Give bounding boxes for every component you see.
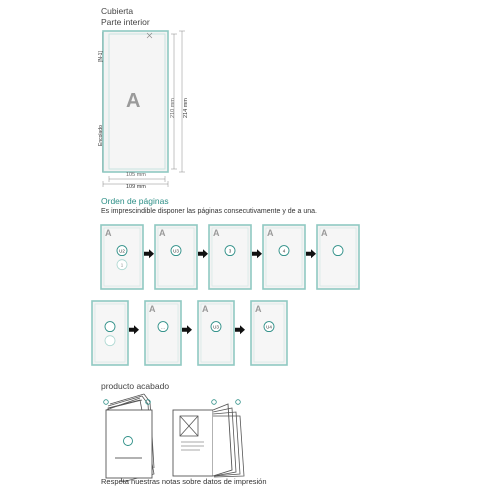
page-letter: A (202, 304, 209, 314)
page-number-label: U3 (173, 248, 179, 254)
section-subtitle: Parte interior (101, 17, 150, 27)
page-thumbnail (263, 225, 305, 289)
page-order-description: Es imprescindible disponer las páginas consecutivamente y de a una. (101, 208, 317, 215)
arrow-right-icon (198, 249, 208, 258)
page-order-title: Orden de páginas (101, 196, 169, 206)
page-thumbnail (198, 301, 234, 365)
page-number-circle (333, 246, 343, 256)
arrow-right-icon (235, 325, 245, 334)
page-thumbnail (155, 225, 197, 289)
row2-pages (92, 301, 287, 365)
booklet-closed-illustration (104, 394, 154, 482)
inner-height-label: 210 mm (170, 98, 176, 118)
inner-width-label: 105 mm (126, 172, 146, 178)
page-number-label: U4 (266, 324, 272, 330)
page-thumbnail (145, 301, 181, 365)
page-letter: A (105, 228, 112, 238)
spine-label-bottom: Encolado (98, 125, 104, 146)
arrow-right-icon (252, 249, 262, 258)
finished-product-note: Respeta nuestras notas sobre datos de impresión (101, 477, 267, 486)
arrow-right-icon (129, 325, 139, 334)
page-number-label: U2 (119, 248, 125, 254)
finished-product-title: producto acabado (101, 381, 170, 391)
page-secondary-label: 1 (120, 262, 124, 268)
spine-label-top: [N-1] (98, 51, 104, 62)
row1-pages (101, 225, 359, 289)
arrow-right-icon (144, 249, 154, 258)
page-number-label: U3 (213, 324, 219, 330)
page-number-label: 4 (282, 248, 286, 254)
page-secondary-circle (105, 336, 115, 346)
section-title: Cubierta (101, 6, 134, 16)
page-thumbnail (317, 225, 359, 289)
page-letter: A (255, 304, 262, 314)
booklet-open-illustration (173, 400, 244, 477)
arrow-right-icon (182, 325, 192, 334)
cover-page-letter: A (126, 90, 141, 112)
page-number-circle (105, 322, 115, 332)
page-thumbnail (209, 225, 251, 289)
page-letter: A (321, 228, 328, 238)
page-letter: A (159, 228, 166, 238)
page-thumbnail (101, 225, 143, 289)
page-thumbnail (92, 301, 128, 365)
page-number-label: ... (161, 324, 165, 330)
outer-width-label: 109 mm (126, 184, 146, 190)
arrow-right-icon (306, 249, 316, 258)
page-letter: A (267, 228, 274, 238)
page-thumbnail (251, 301, 287, 365)
page-letter: A (149, 304, 156, 314)
page-letter: A (213, 228, 220, 238)
page-number-label: 3 (228, 248, 232, 254)
outer-height-label: 214 mm (183, 98, 189, 118)
